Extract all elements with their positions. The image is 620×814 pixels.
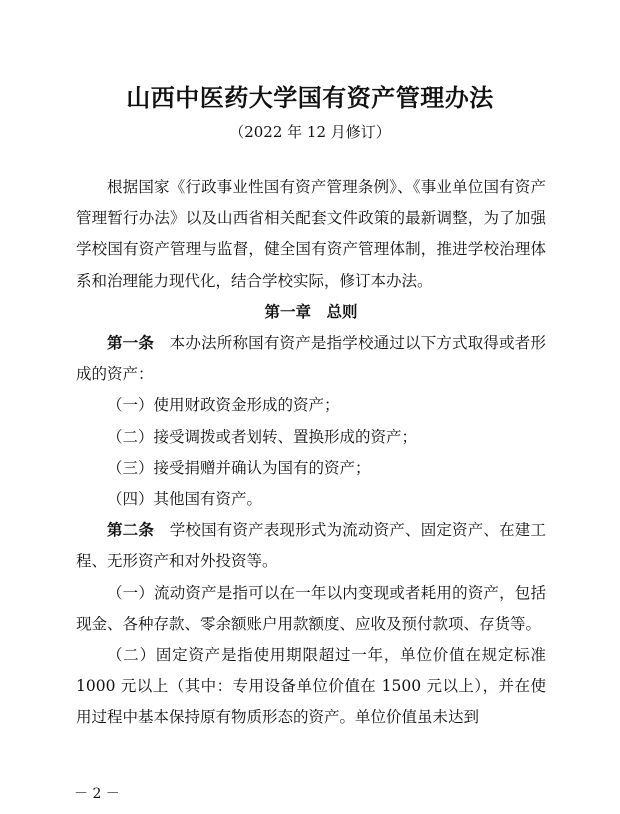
list-item-4: （四）其他国有资产。 — [107, 490, 263, 509]
article-1-label: 第一条 — [107, 334, 155, 353]
intro-paragraph: 根据国家《行政事业性国有资产管理条例》、《事业单位国有资产管理暂行办法》以及山西省相关配套文件政策的最新调整，为了加强学校国有资产管理与监督，健全国有资产管理体制，推进学校治理体系和治理能力现代化，结合学校实际，修订本办法。 — [76, 178, 546, 290]
article-1-paragraph — [76, 328, 546, 390]
page-number: － 2 － — [74, 786, 120, 802]
document-body — [76, 172, 546, 734]
list-item-2: （二）接受调拨或者划转、置换形成的资产； — [107, 427, 418, 446]
article-2-paragraph — [76, 515, 546, 577]
document-title: 山西中医药大学国有资产管理办法 — [126, 84, 494, 112]
article-2-label: 第二条 — [107, 521, 155, 540]
fixed-assets-paragraph: （二）固定资产是指使用期限超过一年，单位价值在规定标准 1000 元以上（其中：专用设备单位价值在 1500 元以上），并在使用过程中基本保持原有物质形态的资产。单位价值虽未达到 — [76, 646, 546, 727]
article-1-text: 本办法所称国有资产是指学校通过以下方式取得或者形成的资产： — [76, 334, 546, 384]
article-2-text: 学校国有资产表现形式为流动资产、固定资产、在建工程、无形资产和对外投资等。 — [76, 521, 546, 571]
document-subtitle: （2022 年 12 月修订） — [229, 123, 391, 141]
current-assets-paragraph: （一）流动资产是指可以在一年以内变现或者耗用的资产，包括现金、各种存款、零余额账户用款额度、应收及预付款项、存货等。 — [76, 583, 546, 633]
list-item-3: （三）接受捐赠并确认为国有的资产； — [107, 458, 371, 477]
list-item-1: （一）使用财政资金形成的资产； — [107, 396, 340, 415]
chapter-heading: 第一章 总则 — [264, 302, 358, 321]
